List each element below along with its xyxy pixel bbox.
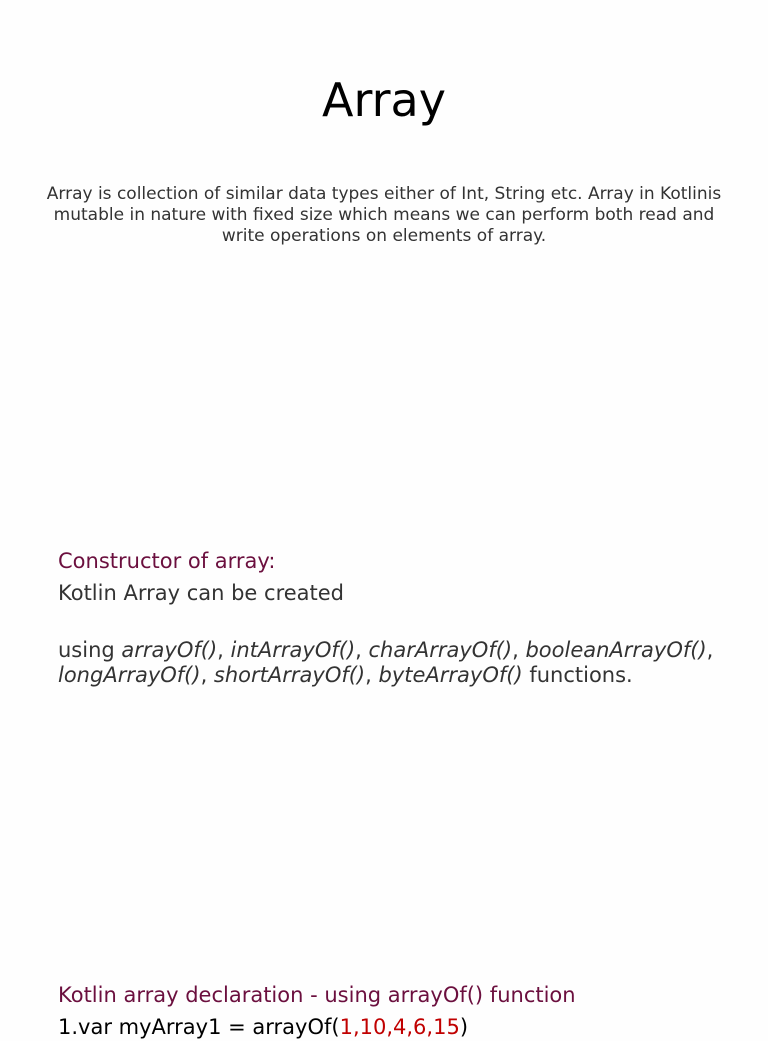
- code-literal-args: 1,10,4,6,15: [339, 1015, 460, 1039]
- function-arrayof: arrayOf(): [121, 638, 218, 662]
- slide-title: Array: [322, 73, 446, 127]
- declaration-section: [58, 981, 718, 1041]
- functions-suffix: functions.: [522, 663, 633, 687]
- function-booleanarrayof: booleanArrayOf(): [525, 638, 707, 662]
- code-prefix: 1.var myArray1 = arrayOf(: [58, 1015, 340, 1039]
- constructor-functions-paragraph: [58, 638, 718, 688]
- constructor-heading: Constructor of array:: [58, 549, 276, 573]
- intro-paragraph: Array is collection of similar data types either of Int, String etc. Array in Kotlinis mutable in nature with fixed size which means we can perform both read and write operations on elements of array.: [46, 184, 722, 246]
- separator: ,: [217, 638, 231, 662]
- using-prefix: using: [58, 638, 122, 662]
- separator: ,: [200, 663, 214, 687]
- function-shortarrayof: shortArrayOf(): [213, 663, 366, 687]
- separator: ,: [706, 638, 714, 662]
- function-longarrayof: longArrayOf(): [58, 663, 201, 687]
- separator: ,: [365, 663, 379, 687]
- constructor-line-1: Kotlin Array can be created: [58, 581, 345, 605]
- function-intarrayof: intArrayOf(): [230, 638, 356, 662]
- function-chararrayof: charArrayOf(): [368, 638, 513, 662]
- constructor-section: [58, 547, 718, 688]
- separator: ,: [512, 638, 526, 662]
- declaration-heading: Kotlin array declaration - using arrayOf() function: [58, 983, 576, 1007]
- function-bytearrayof: byteArrayOf(): [378, 663, 523, 687]
- separator: ,: [355, 638, 369, 662]
- code-suffix: ): [459, 1015, 469, 1039]
- code-line-1: [58, 1013, 718, 1041]
